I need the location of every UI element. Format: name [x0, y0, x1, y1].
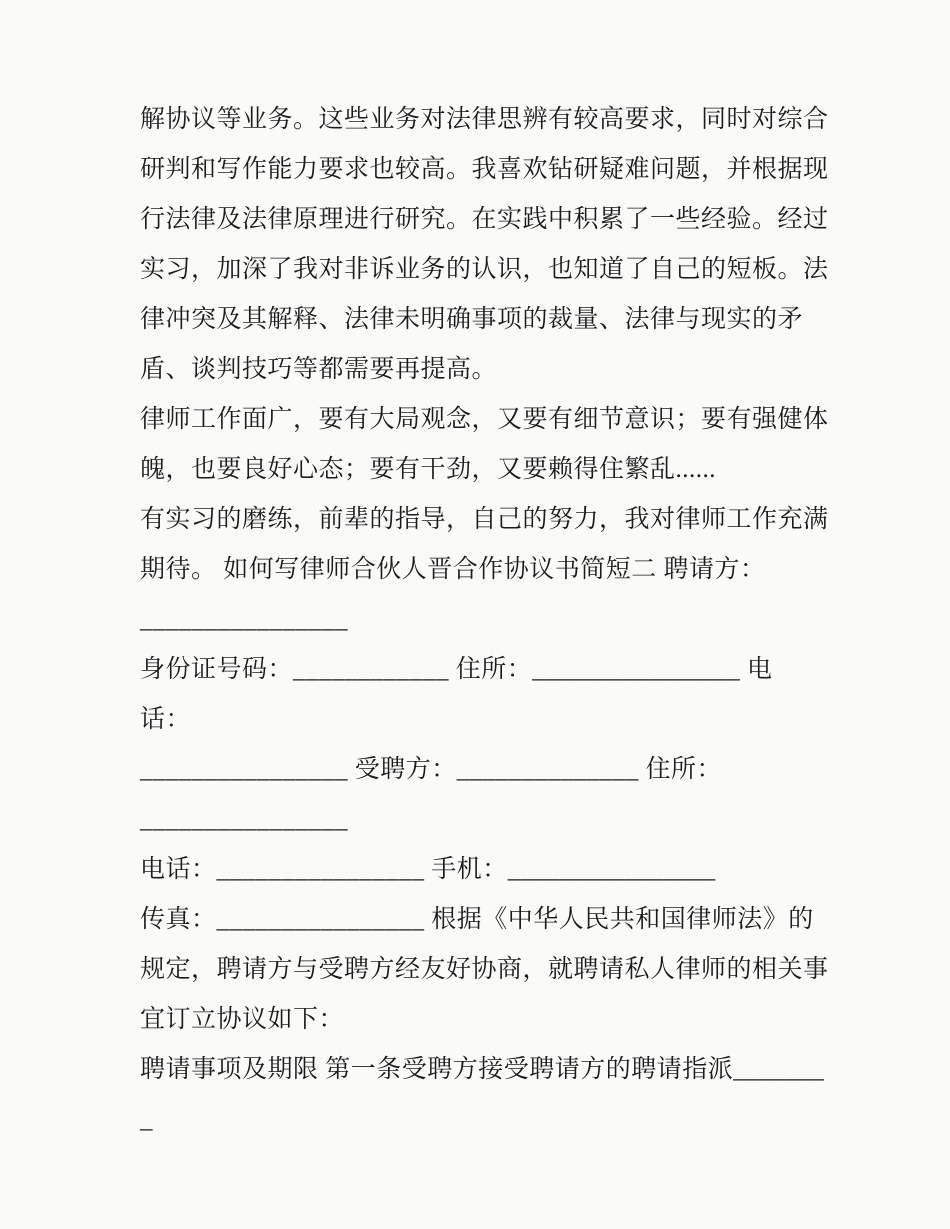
- document-body: [140, 95, 830, 1145]
- text-line: 话：: [140, 706, 192, 733]
- text-line: ________________: [140, 806, 348, 833]
- text-line: 实习，加深了我对非诉业务的认识，也知道了自己的短板。法: [140, 256, 829, 283]
- text-line: 电话：________________ 手机：________________: [140, 856, 716, 883]
- text-line: 聘请事项及期限 第一条受聘方接受聘请方的聘请指派________: [140, 1056, 825, 1133]
- text-line: 行法律及法律原理进行研究。在实践中积累了一些经验。经过: [140, 206, 829, 233]
- text-line: 律师工作面广，要有大局观念，又要有细节意识；要有强健体: [140, 406, 829, 433]
- text-line: 盾、谈判技巧等都需要再提高。: [140, 356, 498, 383]
- text-line: 有实习的磨练，前辈的指导，自己的努力，我对律师工作充满: [140, 506, 829, 533]
- text-line: 解协议等业务。这些业务对法律思辨有较高要求，同时对综合: [140, 106, 829, 133]
- text-line: ________________: [140, 606, 348, 633]
- text-line: 期待。 如何写律师合伙人晋合作协议书简短二 聘请方：: [140, 556, 766, 583]
- text-line: 研判和写作能力要求也较高。我喜欢钻研疑难问题，并根据现: [140, 156, 829, 183]
- text-line: 传真：________________ 根据《中华人民共和国律师法》的: [140, 906, 814, 933]
- text-line: 规定，聘请方与受聘方经友好协商，就聘请私人律师的相关事: [140, 956, 829, 983]
- text-line: 身份证号码：____________ 住所：________________ 电: [140, 656, 773, 683]
- text-line: 魄，也要良好心态；要有干劲，又要赖得住繁乱......: [140, 456, 717, 483]
- text-line: ________________ 受聘方：______________ 住所：: [140, 756, 723, 783]
- text-line: 律冲突及其解释、法律未明确事项的裁量、法律与现实的矛: [140, 306, 804, 333]
- text-line: 宜订立协议如下：: [140, 1006, 345, 1033]
